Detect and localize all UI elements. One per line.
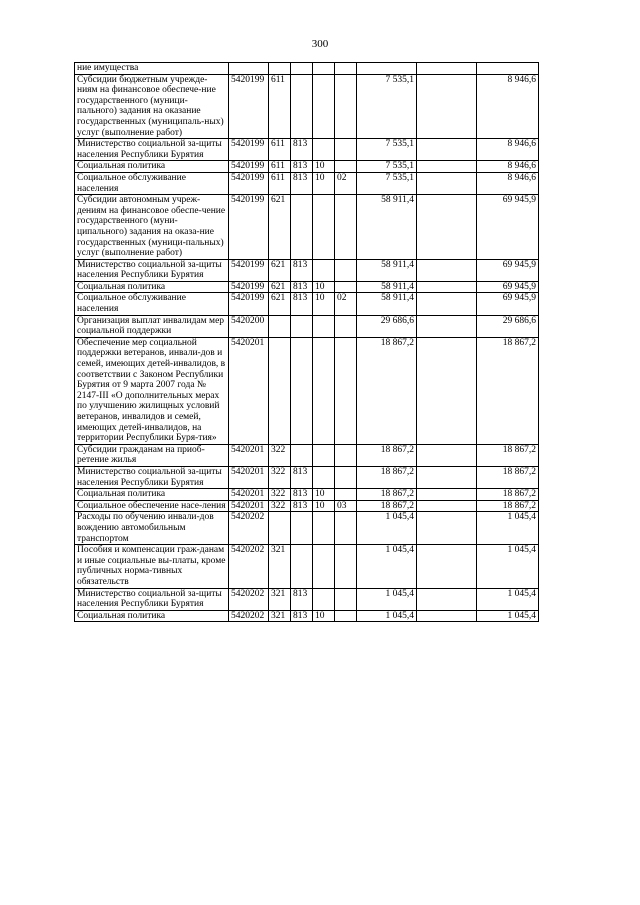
cell-vr: 322: [269, 500, 291, 512]
cell-rz: [313, 315, 335, 337]
cell-grbs: 813: [291, 293, 313, 315]
cell-pr: [335, 610, 357, 622]
cell-vr: 621: [269, 293, 291, 315]
cell-name: Министерство социальной за-щиты населения Республики Бурятия: [75, 139, 229, 161]
cell-csr: 5420201: [229, 489, 269, 501]
cell-grbs: [291, 444, 313, 466]
page-number: 300: [311, 38, 329, 50]
cell-pr: [335, 588, 357, 610]
cell-sum1: 18 867,2: [357, 466, 417, 488]
cell-sum2: 69 945,9: [477, 259, 539, 281]
cell-sum1: 7 535,1: [357, 139, 417, 161]
cell-grbs: [291, 337, 313, 444]
cell-vr: 611: [269, 74, 291, 139]
cell-name: Пособия и компенсации граж-данам и иные социальные вы-платы, кроме публичных норма-тивных обязательств: [75, 545, 229, 588]
table-row: [75, 161, 539, 173]
cell-sum2: 29 686,6: [477, 315, 539, 337]
cell-pr: [335, 512, 357, 545]
cell-empty: [417, 337, 477, 444]
cell-sum1: 1 045,4: [357, 512, 417, 545]
cell-csr: 5420201: [229, 337, 269, 444]
cell-sum2: 69 945,9: [477, 281, 539, 293]
cell-rz: [313, 466, 335, 488]
cell-sum2: 1 045,4: [477, 588, 539, 610]
cell-grbs: 813: [291, 259, 313, 281]
cell-grbs: 813: [291, 588, 313, 610]
cell-sum1: [357, 63, 417, 75]
cell-sum2: 18 867,2: [477, 466, 539, 488]
cell-csr: 5420199: [229, 281, 269, 293]
cell-vr: 322: [269, 466, 291, 488]
cell-name: ние имущества: [75, 63, 229, 75]
cell-csr: 5420201: [229, 466, 269, 488]
cell-empty: [417, 512, 477, 545]
cell-csr: 5420199: [229, 172, 269, 194]
cell-sum2: 18 867,2: [477, 489, 539, 501]
budget-table: [74, 62, 539, 622]
cell-empty: [417, 161, 477, 173]
cell-rz: 10: [313, 500, 335, 512]
cell-empty: [417, 500, 477, 512]
cell-rz: 10: [313, 281, 335, 293]
cell-grbs: 813: [291, 161, 313, 173]
cell-csr: 5420199: [229, 259, 269, 281]
cell-name: Министерство социальной за-щиты населения Республики Бурятия: [75, 259, 229, 281]
cell-sum2: 8 946,6: [477, 172, 539, 194]
cell-grbs: [291, 74, 313, 139]
cell-empty: [417, 444, 477, 466]
cell-empty: [417, 259, 477, 281]
table-row: [75, 545, 539, 588]
cell-grbs: [291, 315, 313, 337]
cell-sum1: 7 535,1: [357, 172, 417, 194]
cell-sum2: 8 946,6: [477, 161, 539, 173]
cell-sum1: 58 911,4: [357, 195, 417, 260]
cell-pr: [335, 63, 357, 75]
table-row: [75, 195, 539, 260]
table-row: [75, 466, 539, 488]
cell-sum2: 69 945,9: [477, 293, 539, 315]
table-row: [75, 610, 539, 622]
cell-rz: [313, 444, 335, 466]
cell-pr: [335, 161, 357, 173]
cell-pr: [335, 489, 357, 501]
cell-name: Расходы по обучению инвали-дов вождению автомобильным транспортом: [75, 512, 229, 545]
cell-pr: 03: [335, 500, 357, 512]
cell-pr: [335, 259, 357, 281]
table-row: [75, 63, 539, 75]
cell-pr: [335, 444, 357, 466]
table-row: [75, 281, 539, 293]
cell-sum1: 18 867,2: [357, 489, 417, 501]
cell-vr: [269, 63, 291, 75]
cell-rz: 10: [313, 293, 335, 315]
cell-grbs: 813: [291, 466, 313, 488]
cell-name: Субсидии автономным учреж-дениям на финансовое обеспе-чение государственного (муни-ципального) задания на оказа-ние государственных (муници-пальных) услуг (выполнение работ): [75, 195, 229, 260]
cell-pr: [335, 545, 357, 588]
cell-name: Организация выплат инвалидам мер социальной поддержки: [75, 315, 229, 337]
cell-name: Социальная политика: [75, 281, 229, 293]
cell-sum2: 18 867,2: [477, 444, 539, 466]
cell-grbs: 813: [291, 489, 313, 501]
cell-csr: 5420199: [229, 293, 269, 315]
table-row: [75, 74, 539, 139]
cell-name: Социальное обслуживание населения: [75, 293, 229, 315]
cell-rz: [313, 337, 335, 444]
cell-sum1: 29 686,6: [357, 315, 417, 337]
cell-empty: [417, 489, 477, 501]
table-row: [75, 315, 539, 337]
cell-rz: [313, 512, 335, 545]
cell-name: Министерство социальной за-щиты населения Республики Бурятия: [75, 588, 229, 610]
cell-pr: [335, 74, 357, 139]
cell-sum2: 1 045,4: [477, 512, 539, 545]
cell-name: Субсидии гражданам на приоб-ретение жилья: [75, 444, 229, 466]
cell-empty: [417, 74, 477, 139]
cell-rz: 10: [313, 610, 335, 622]
cell-csr: 5420202: [229, 588, 269, 610]
cell-vr: 611: [269, 139, 291, 161]
cell-empty: [417, 293, 477, 315]
cell-empty: [417, 466, 477, 488]
cell-rz: [313, 259, 335, 281]
cell-sum2: 8 946,6: [477, 139, 539, 161]
cell-sum2: 69 945,9: [477, 195, 539, 260]
cell-sum1: 7 535,1: [357, 161, 417, 173]
cell-vr: [269, 337, 291, 444]
cell-csr: 5420199: [229, 74, 269, 139]
cell-name: Социальная политика: [75, 610, 229, 622]
cell-sum1: 1 045,4: [357, 545, 417, 588]
cell-vr: 611: [269, 161, 291, 173]
cell-empty: [417, 281, 477, 293]
cell-csr: 5420202: [229, 545, 269, 588]
cell-vr: 321: [269, 610, 291, 622]
cell-csr: 5420202: [229, 610, 269, 622]
cell-sum1: 18 867,2: [357, 500, 417, 512]
cell-sum2: 18 867,2: [477, 500, 539, 512]
cell-sum1: 18 867,2: [357, 337, 417, 444]
cell-sum2: 8 946,6: [477, 74, 539, 139]
cell-pr: [335, 195, 357, 260]
cell-sum1: 1 045,4: [357, 610, 417, 622]
table-row: [75, 337, 539, 444]
cell-name: Социальная политика: [75, 489, 229, 501]
cell-empty: [417, 545, 477, 588]
cell-sum2: [477, 63, 539, 75]
cell-vr: 321: [269, 545, 291, 588]
cell-rz: 10: [313, 172, 335, 194]
cell-csr: [229, 63, 269, 75]
table-row: [75, 512, 539, 545]
cell-grbs: [291, 63, 313, 75]
cell-rz: 10: [313, 489, 335, 501]
cell-vr: 322: [269, 444, 291, 466]
cell-pr: [335, 315, 357, 337]
cell-grbs: [291, 545, 313, 588]
cell-sum2: 18 867,2: [477, 337, 539, 444]
cell-grbs: 813: [291, 281, 313, 293]
cell-empty: [417, 610, 477, 622]
cell-empty: [417, 172, 477, 194]
cell-pr: 02: [335, 293, 357, 315]
cell-rz: [313, 74, 335, 139]
cell-rz: [313, 195, 335, 260]
cell-vr: [269, 512, 291, 545]
cell-csr: 5420202: [229, 512, 269, 545]
cell-empty: [417, 315, 477, 337]
cell-sum1: 18 867,2: [357, 444, 417, 466]
cell-sum1: 58 911,4: [357, 259, 417, 281]
cell-csr: 5420199: [229, 139, 269, 161]
cell-grbs: [291, 512, 313, 545]
table-row: [75, 444, 539, 466]
cell-pr: [335, 139, 357, 161]
cell-sum2: 1 045,4: [477, 545, 539, 588]
table-row: [75, 172, 539, 194]
cell-name: Министерство социальной за-щиты населения Республики Бурятия: [75, 466, 229, 488]
cell-csr: 5420199: [229, 195, 269, 260]
cell-rz: 10: [313, 161, 335, 173]
table-row: [75, 500, 539, 512]
cell-sum1: 1 045,4: [357, 588, 417, 610]
cell-csr: 5420201: [229, 444, 269, 466]
cell-name: Социальное обслуживание населения: [75, 172, 229, 194]
cell-vr: 322: [269, 489, 291, 501]
cell-grbs: 813: [291, 500, 313, 512]
cell-csr: 5420200: [229, 315, 269, 337]
cell-rz: [313, 545, 335, 588]
table-row: [75, 293, 539, 315]
cell-empty: [417, 195, 477, 260]
cell-empty: [417, 63, 477, 75]
cell-grbs: 813: [291, 172, 313, 194]
table-row: [75, 489, 539, 501]
cell-pr: [335, 281, 357, 293]
cell-sum1: 7 535,1: [357, 74, 417, 139]
cell-grbs: 813: [291, 139, 313, 161]
cell-name: Обеспечение мер социальной поддержки ветеранов, инвали-дов и семей, имеющих детей-инвалидов, в соответствии с Законом Республики Бурятия от 9 марта 2007 года № 2147-III «О дополнительных мерах по улучшению жилищных условий ветеранов, инвалидов и семей, имеющих детей-инвалидов, на территории Республики Буря-тия»: [75, 337, 229, 444]
cell-name: Субсидии бюджетным учрежде-ниям на финансовое обеспече-ние государственного (муници-пального) задания на оказание государственных (муниципаль-ных) услуг (выполнение работ): [75, 74, 229, 139]
cell-rz: [313, 588, 335, 610]
cell-vr: 611: [269, 172, 291, 194]
cell-sum1: 58 911,4: [357, 281, 417, 293]
cell-sum1: 58 911,4: [357, 293, 417, 315]
cell-csr: 5420199: [229, 161, 269, 173]
cell-pr: [335, 337, 357, 444]
cell-pr: 02: [335, 172, 357, 194]
table-row: [75, 588, 539, 610]
cell-vr: 621: [269, 259, 291, 281]
cell-rz: [313, 63, 335, 75]
cell-vr: 321: [269, 588, 291, 610]
cell-rz: [313, 139, 335, 161]
cell-grbs: 813: [291, 610, 313, 622]
cell-vr: 621: [269, 281, 291, 293]
cell-grbs: [291, 195, 313, 260]
cell-empty: [417, 139, 477, 161]
cell-sum2: 1 045,4: [477, 610, 539, 622]
table-row: [75, 259, 539, 281]
cell-name: Социальная политика: [75, 161, 229, 173]
cell-empty: [417, 588, 477, 610]
cell-csr: 5420201: [229, 500, 269, 512]
cell-vr: [269, 315, 291, 337]
cell-name: Социальное обеспечение насе-ления: [75, 500, 229, 512]
table-row: [75, 139, 539, 161]
cell-vr: 621: [269, 195, 291, 260]
cell-pr: [335, 466, 357, 488]
